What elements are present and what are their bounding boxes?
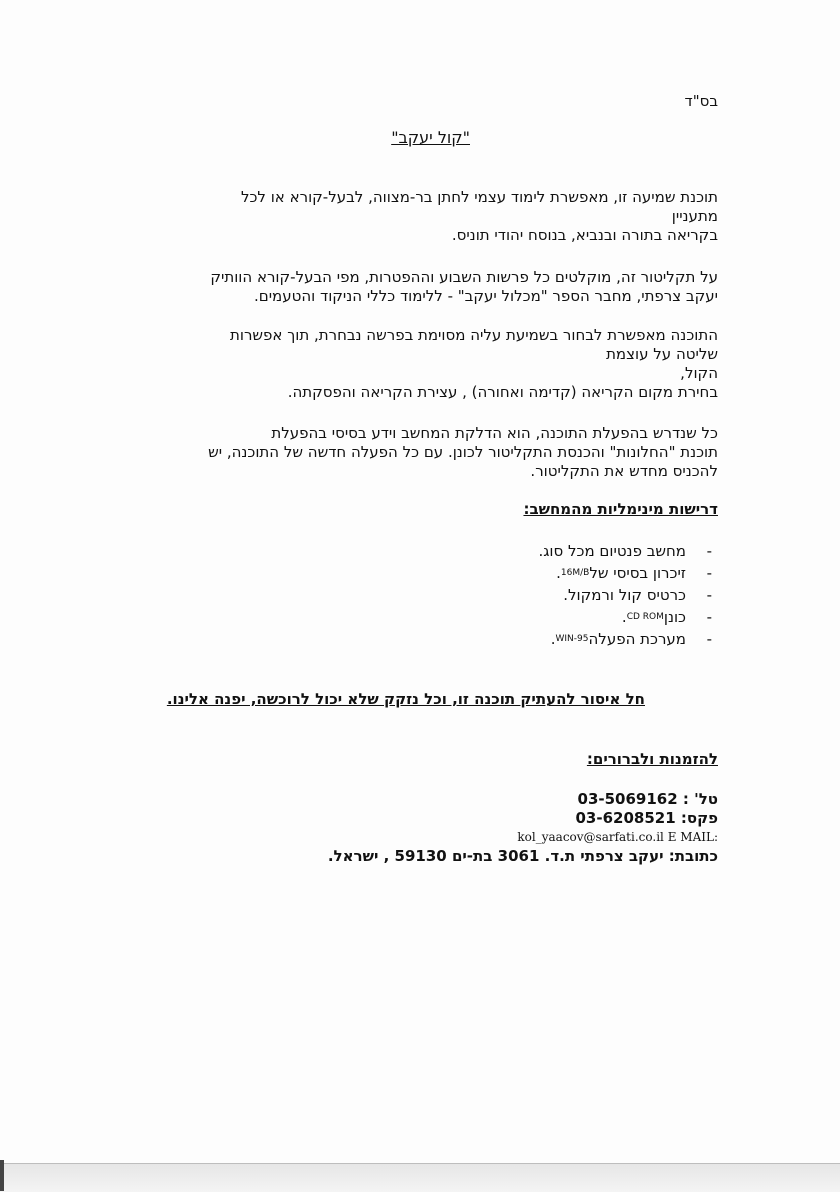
address-line: כתובת: יעקב צרפתי ת.ד. 3061 בת-ים 59130 , ישראל. [327,847,718,865]
bullet-dash: - [706,564,712,582]
text-line: תוכנת "החלונות" והכנסת התקליטור לכונן. עם כל הפעלה חדשה של התוכנה, יש [208,443,718,461]
list-item [538,562,712,584]
requirements-list [538,540,712,650]
scanner-bottom-edge [0,1163,840,1192]
text-line: הקול, [680,364,718,382]
list-item [538,606,712,628]
text-line: בקריאה בתורה ובנביא, בנוסח יהודי תוניס. [451,226,718,244]
list-item-suffix: . [556,564,561,582]
list-item [538,584,712,606]
text-line: על תקליטור זה, מוקלטים כל פרשות השבוע וההפטרות, מפי הבעל-קורא הוותיק [210,268,718,286]
list-item-text: כרטיס קול ורמקול. [563,586,686,604]
text-line: התוכנה מאפשרת לבחור בשמיעת עליה מסוימת בפרשה נבחרת, תוך אפשרות [230,326,718,344]
text-line: יעקב צרפתי, מחבר הספר "מכלול יעקב" - ללימוד כללי הניקוד והטעמים. [253,287,718,305]
features-paragraph [118,326,718,402]
email-line [328,828,718,847]
text-line: בחירת מקום הקריאה (קדימה ואחורה) , עצירת הקריאה והפסקתה. [287,383,718,401]
list-item-text: כונן [663,608,686,626]
usage-paragraph [98,424,718,481]
text-line: שליטה על עוצמת [606,345,718,363]
email-label: E MAIL: [667,830,718,844]
phone-line [328,790,718,809]
fax-line [328,809,718,828]
contact-block [328,790,718,866]
phone-number: 03-5069162 [577,790,678,808]
list-item-suffix: . [550,630,556,648]
list-item [538,628,712,650]
scanner-corner [0,1160,4,1191]
bullet-dash: - [706,630,712,648]
list-item-suffix: . [621,608,627,626]
bullet-dash: - [706,586,712,604]
phone-label: טל' : [682,790,718,808]
fax-number: 03-6208521 [575,809,676,827]
list-item-text: מערכת הפעלה [588,630,686,648]
list-item-note: CD ROM [626,612,664,622]
recordings-paragraph [158,268,718,306]
list-item-note: 16M/B [560,568,590,578]
text-line: כל שנדרש בהפעלת התוכנה, הוא הדלקת המחשב וידע בסיסי בהפעלת [271,424,718,442]
requirements-heading: דרישות מינימליות מהמחשב: [523,500,718,518]
copy-prohibition-notice: חל איסור להעתיק תוכנה זו, וכל נזקק שלא יכול לרוכשה, יפנה אלינו. [166,690,645,708]
list-item [538,540,712,562]
document-title: "קול יעקב" [391,128,470,147]
list-item-note: WIN-95 [555,634,589,644]
email-address: kol_yaacov@sarfati.co.il [517,830,664,844]
intro-paragraph [158,188,718,245]
bullet-dash: - [706,608,712,626]
text-line: להכניס מחדש את התקליטור. [530,462,718,480]
bullet-dash: - [706,542,712,560]
list-item-text: מחשב פנטיום מכל סוג. [538,542,686,560]
list-item-text: זיכרון בסיסי של [589,564,686,582]
fax-label: פקס: [680,809,718,827]
text-line: תוכנת שמיעה זו, מאפשרת לימוד עצמי לחתן בר-מצווה, לבעל-קורא או לכל [240,188,718,206]
text-line: מתעניין [671,207,718,225]
orders-heading: להזמנות ולברורים: [586,750,718,768]
bsd-header: בס"ד [684,92,718,110]
